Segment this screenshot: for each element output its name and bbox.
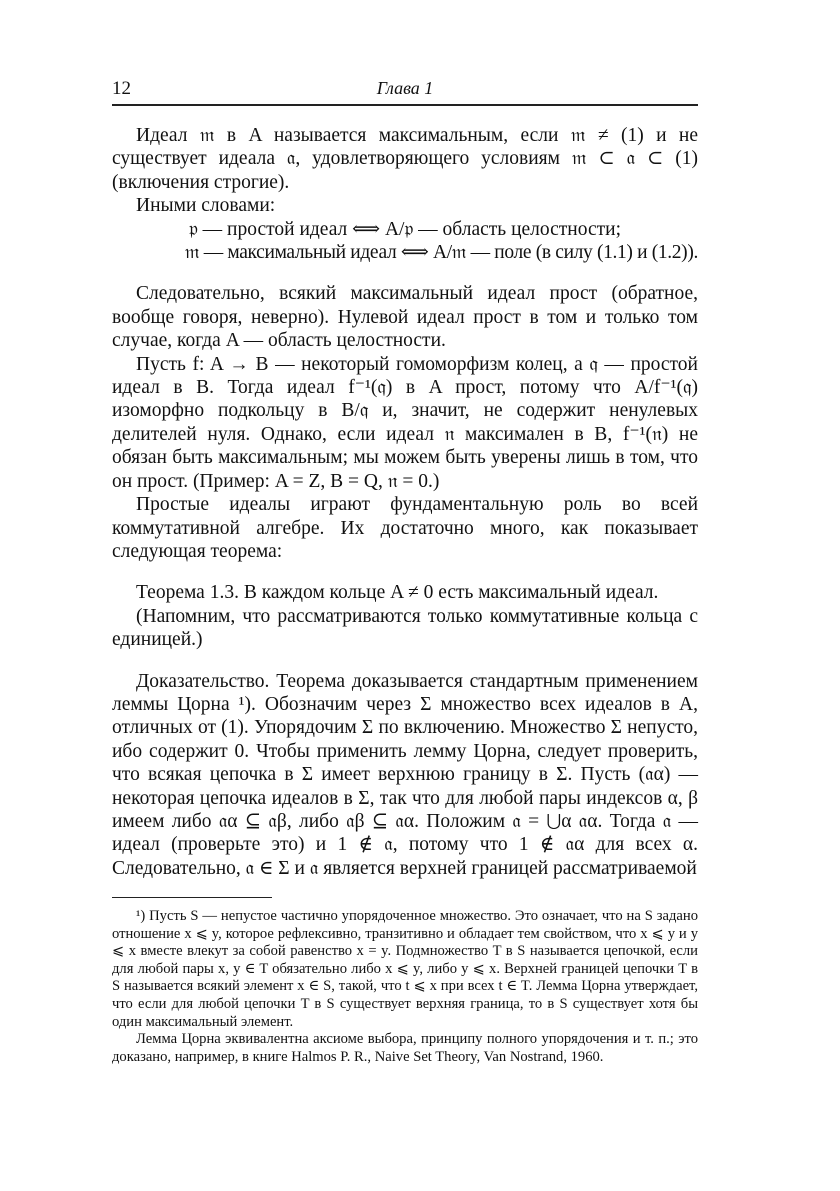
proof-paragraph: Доказательство. Теорема доказывается стандартным применением леммы Цорна ¹). Обозначим через Σ множество всех идеалов в A, отличных от (1). Упорядочим Σ по включению. Множество Σ непусто, ибо содержит 0. Чтобы применить лемму Цорна, следует проверить, что всякая цепочка в Σ имеет верхнюю границу в Σ. Пусть (𝔞α) — некоторая цепочка идеалов в Σ, так что для любой пары индексов α, β имеем либо 𝔞α ⊆ 𝔞β, либо 𝔞β ⊆ 𝔞α. Положим 𝔞 = ⋃α 𝔞α. Тогда 𝔞 — идеал (проверьте это) и 1 ∉ 𝔞, потому что 1 ∉ 𝔞α для всех α. Следовательно, 𝔞 ∈ Σ и 𝔞 является верхней границей рассматриваемой xyxy=(112,670,698,879)
main-text xyxy=(112,124,698,880)
footnote-block xyxy=(112,897,698,1066)
formula-maximal-ideal: 𝔪 — максимальный идеал ⟺ A/𝔪 — поле (в силу (1.1) и (1.2)). xyxy=(184,242,698,264)
footnote-axiom-of-choice: Лемма Цорна эквивалентна аксиоме выбора, принципу полного упорядочения и т. п.; это доказано, например, в книге Halmos P. R., Naive Set Theory, Van Nostrand, 1960. xyxy=(112,1031,698,1065)
paragraph-maximal-ideal-definition: Идеал 𝔪 в A называется максимальным, если 𝔪 ≠ (1) и не существует идеала 𝔞, удовлетворяющего условиям 𝔪 ⊂ 𝔞 ⊂ (1) (включения строгие). xyxy=(112,125,698,193)
chapter-title: Глава 1 xyxy=(376,78,434,98)
page-header xyxy=(112,78,698,106)
paragraph-prime-ideals-role: Простые идеалы играют фундаментальную роль во всей коммутативной алгебре. Их достаточно много, как показывает следующая теорема: xyxy=(112,494,698,562)
formula-prime-ideal: 𝔭 — простой идеал ⟺ A/𝔭 — область целостности; xyxy=(188,218,622,240)
page-number: 12 xyxy=(112,78,131,99)
paragraph-reminder: (Напомним, что рассматриваются только коммутативные кольца с единицей.) xyxy=(112,605,698,651)
footnote-zorn-lemma: ¹) Пусть S — непустое частично упорядоченное множество. Это означает, что на S задано отношение x ⩽ y, которое рефлексивно, транзитивно и обладает тем свойством, что x ⩽ y и y ⩽ x вместе влекут за собой равенство x = y. Подмножество T в S называется цепочкой, если для любой пары x, y ∈ T обязательно либо x ⩽ y, либо y ⩽ x. Верхней границей цепочки T в S называется всякий элемент x ∈ S, такой, что t ⩽ x при всех t ∈ T. Лемма Цорна утверждает, что если для любой цепочки T в S существует верхняя граница, то в S существует хотя бы один максимальный элемент. xyxy=(112,908,698,1030)
footnote-divider xyxy=(112,897,272,898)
paragraph-in-other-words: Иными словами: xyxy=(136,195,276,217)
theorem-1-3: Теорема 1.3. В каждом кольце A ≠ 0 есть максимальный идеал. xyxy=(136,582,659,604)
paragraph-homomorphism: Пусть f: A → B — некоторый гомоморфизм колец, а 𝔮 — простой идеал в B. Тогда идеал f⁻¹(𝔮) в A прост, потому что A/f⁻¹(𝔮) изоморфно подкольцу в B/𝔮 и, значит, не содержит ненулевых делителей нуля. Однако, если идеал 𝔫 максимален в B, f⁻¹(𝔫) не обязан быть максимальным; мы можем быть уверены лишь в том, что он прост. (Пример: A = Z, B = Q, 𝔫 = 0.) xyxy=(112,353,698,492)
paragraph-consequence: Следовательно, всякий максимальный идеал прост (обратное, вообще говоря, неверно). Нулевой идеал прост в том и только том случае, когда A — область целостности. xyxy=(112,283,698,352)
